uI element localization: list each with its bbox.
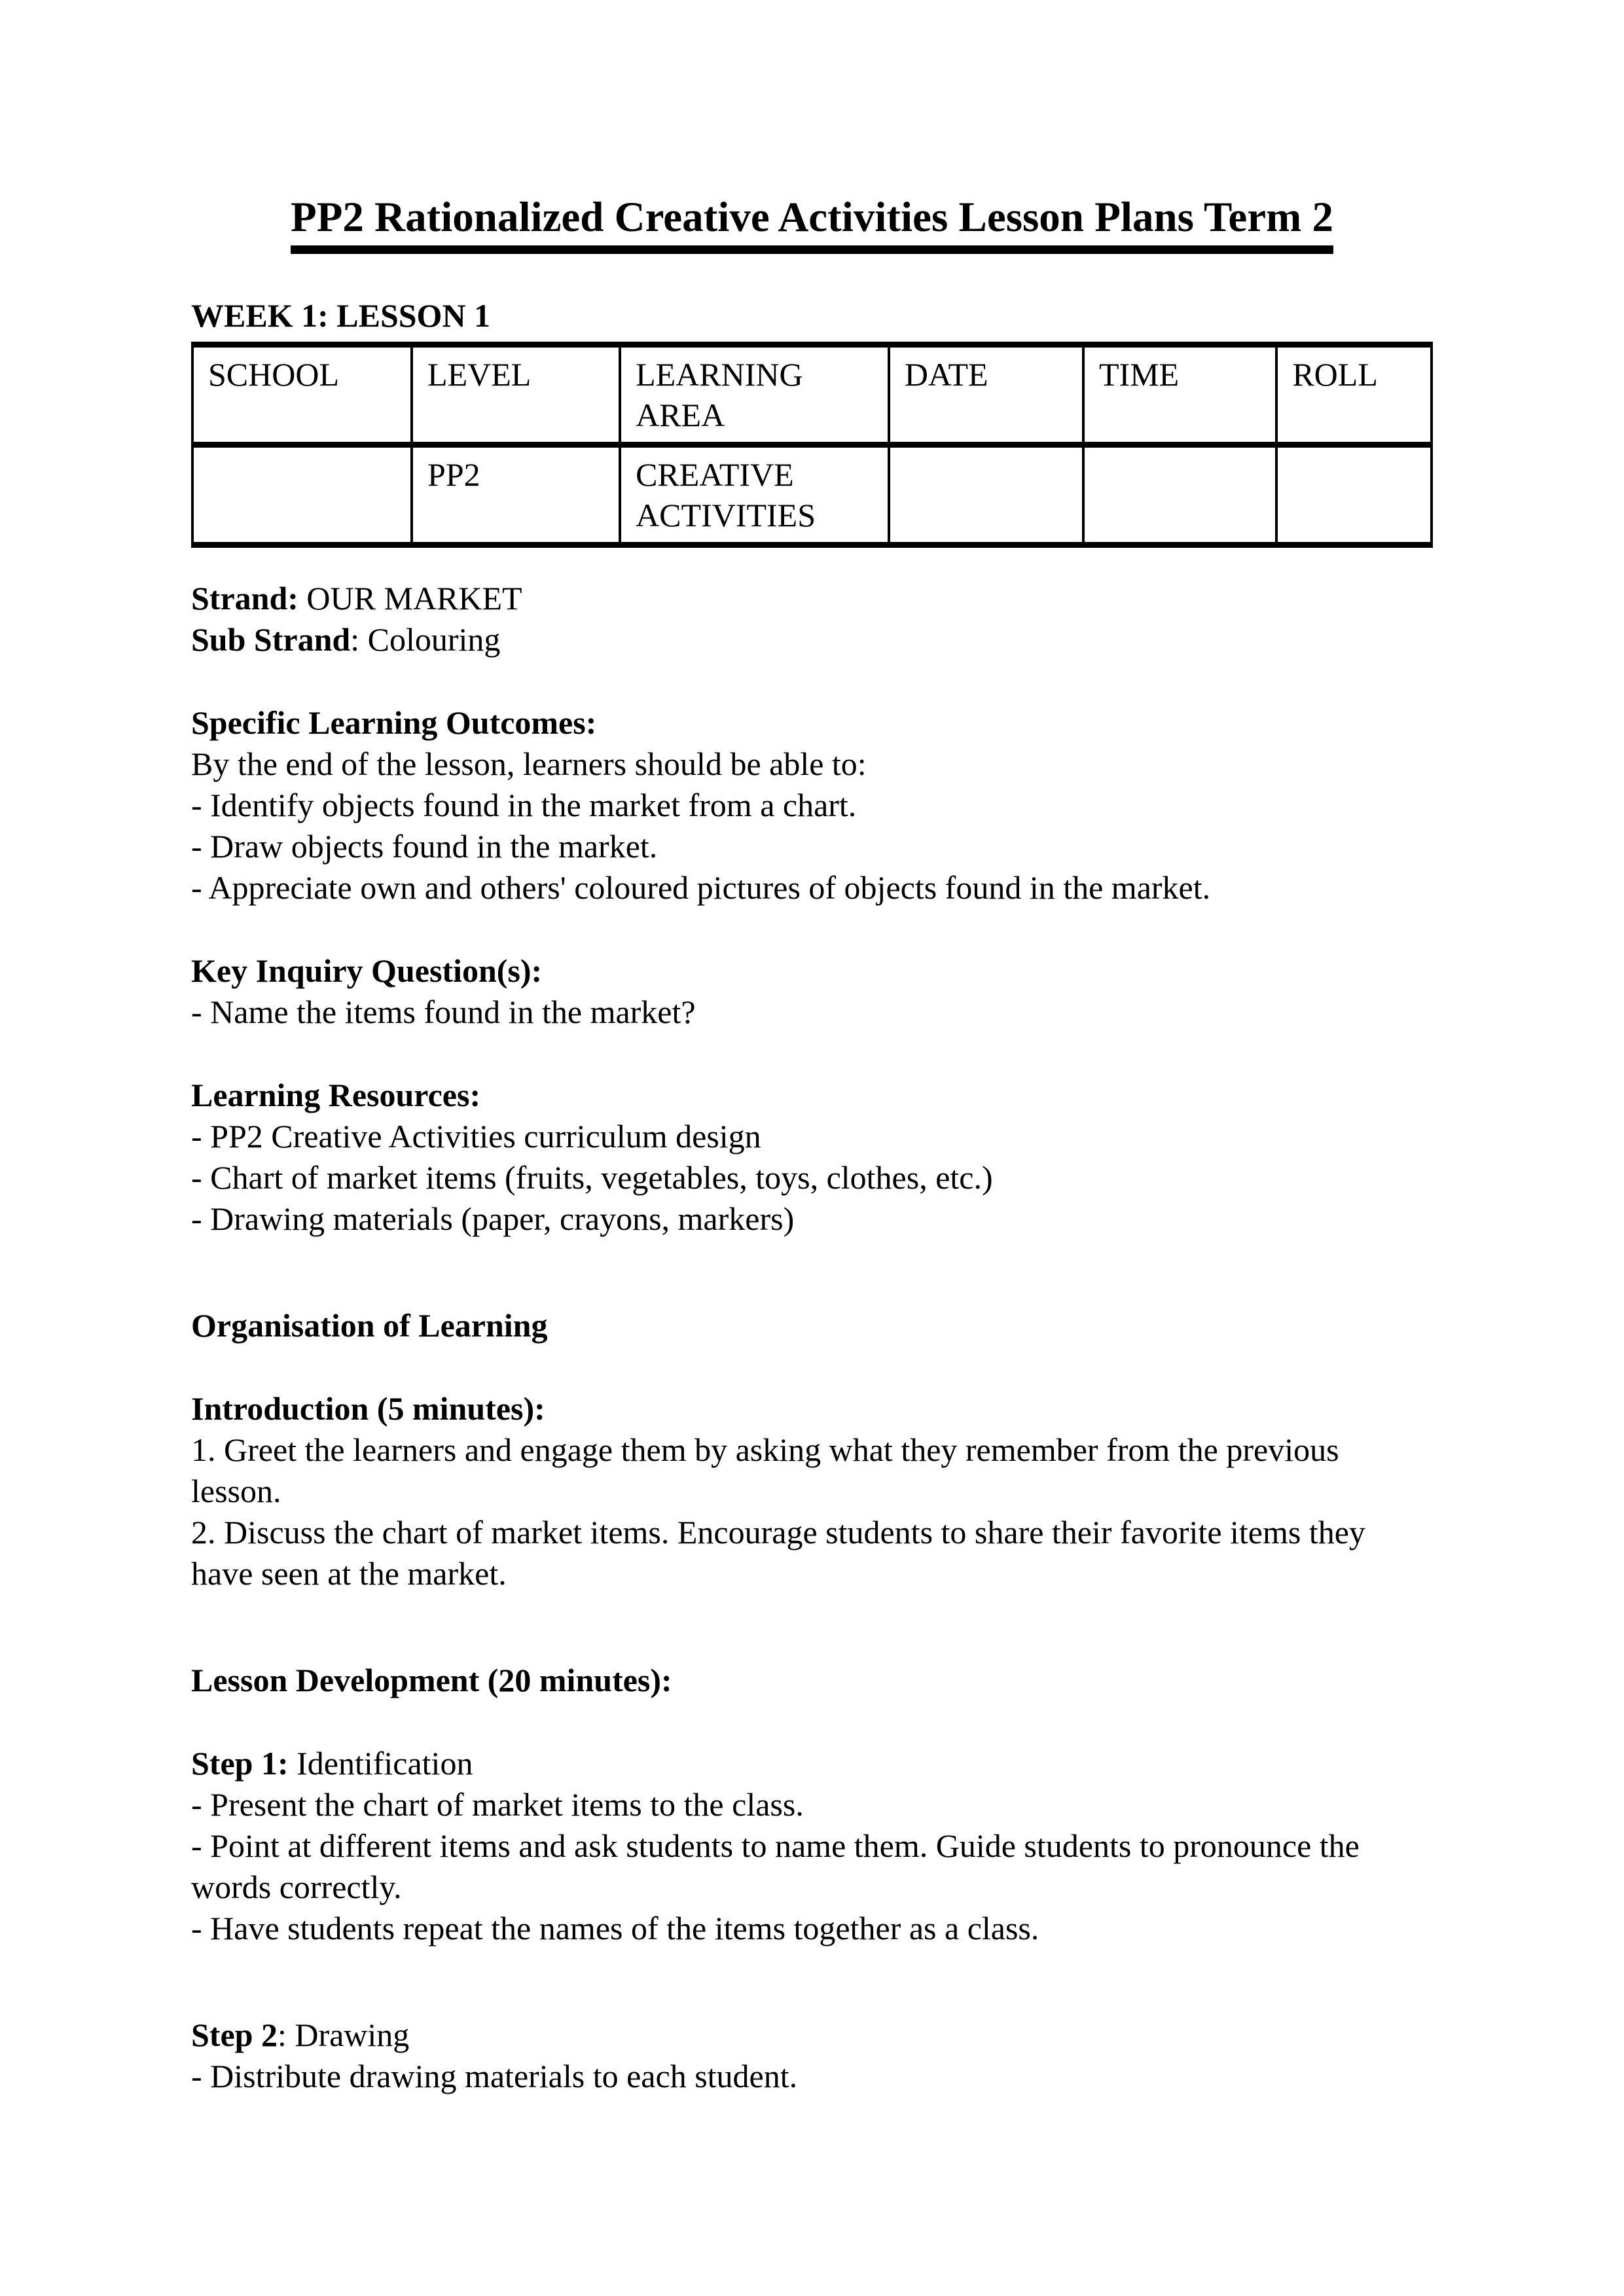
paragraph-line: - PP2 Creative Activities curriculum design [191,1117,761,1155]
section-gap [191,660,1433,702]
info-table-header-row [192,344,1432,444]
paragraph-line: Step 1: Identification [191,1744,473,1782]
info-data-cell [1276,444,1432,545]
section-gap [191,1701,1433,1743]
paragraph-line: Key Inquiry Question(s): [191,952,543,989]
paragraph-line: - Point at different items and ask students to name them. Guide students to pronounce the [191,1827,1360,1864]
paragraph-line: By the end of the lesson, learners should be able to: [191,745,867,782]
paragraph-line: - Chart of market items (fruits, vegetables, toys, clothes, etc.) [191,1158,993,1196]
info-data-cell [1083,444,1276,545]
paragraph-line: - Appreciate own and others' coloured pictures of objects found in the market. [191,869,1211,906]
paragraph-line: lesson. [191,1472,281,1509]
info-header-cell: LEVEL [412,344,620,444]
week-lesson-heading: WEEK 1: LESSON 1 [191,296,491,334]
info-table-data-row [192,444,1432,545]
document-body [191,578,1433,2097]
section-gap [191,1594,1433,1660]
paragraph-line: words correctly. [191,1868,402,1905]
info-data-cell: CREATIVE ACTIVITIES [620,444,889,545]
paragraph-line: Sub Strand: Colouring [191,620,501,658]
section-gap [191,1033,1433,1075]
info-data-cell: PP2 [412,444,620,545]
paragraph-line: - Drawing materials (paper, crayons, markers) [191,1200,795,1237]
section-gap [191,1949,1433,2015]
paragraph-line: - Have students repeat the names of the items together as a class. [191,1909,1039,1946]
document-title: PP2 Rationalized Creative Activities Lesson Plans Term 2 [291,194,1333,254]
lesson-info-table [191,342,1433,548]
paragraph-line: Lesson Development (20 minutes): [191,1661,672,1698]
info-header-cell: DATE [889,344,1083,444]
paragraph-line: have seen at the market. [191,1554,507,1592]
section-gap [191,908,1433,950]
info-header-cell: ROLL [1276,344,1432,444]
paragraph-line: Organisation of Learning [191,1306,548,1344]
paragraph-line: 2. Discuss the chart of market items. Encourage students to share their favorite items they [191,1513,1365,1551]
info-header-cell: LEARNING AREA [620,344,889,444]
paragraph-line: - Present the chart of market items to the class. [191,1785,804,1823]
paragraph-line: - Draw objects found in the market. [191,827,658,865]
section-gap [191,1346,1433,1388]
paragraph-line: Learning Resources: [191,1076,481,1113]
paragraph-line: Specific Learning Outcomes: [191,704,597,741]
paragraph-line: 1. Greet the learners and engage them by asking what they remember from the previous [191,1431,1339,1468]
paragraph-line: - Identify objects found in the market from a chart. [191,786,857,823]
info-data-cell [192,444,412,545]
paragraph-line: Strand: OUR MARKET [191,579,522,617]
info-header-cell: SCHOOL [192,344,412,444]
paragraph-line: Step 2: Drawing [191,2016,410,2053]
info-data-cell [889,444,1083,545]
section-gap [191,1240,1433,1305]
info-header-cell: TIME [1083,344,1276,444]
paragraph-line: Introduction (5 minutes): [191,1390,545,1427]
title-block [191,194,1433,254]
paragraph-line: - Distribute drawing materials to each student. [191,2057,798,2094]
paragraph-line: - Name the items found in the market? [191,993,696,1030]
